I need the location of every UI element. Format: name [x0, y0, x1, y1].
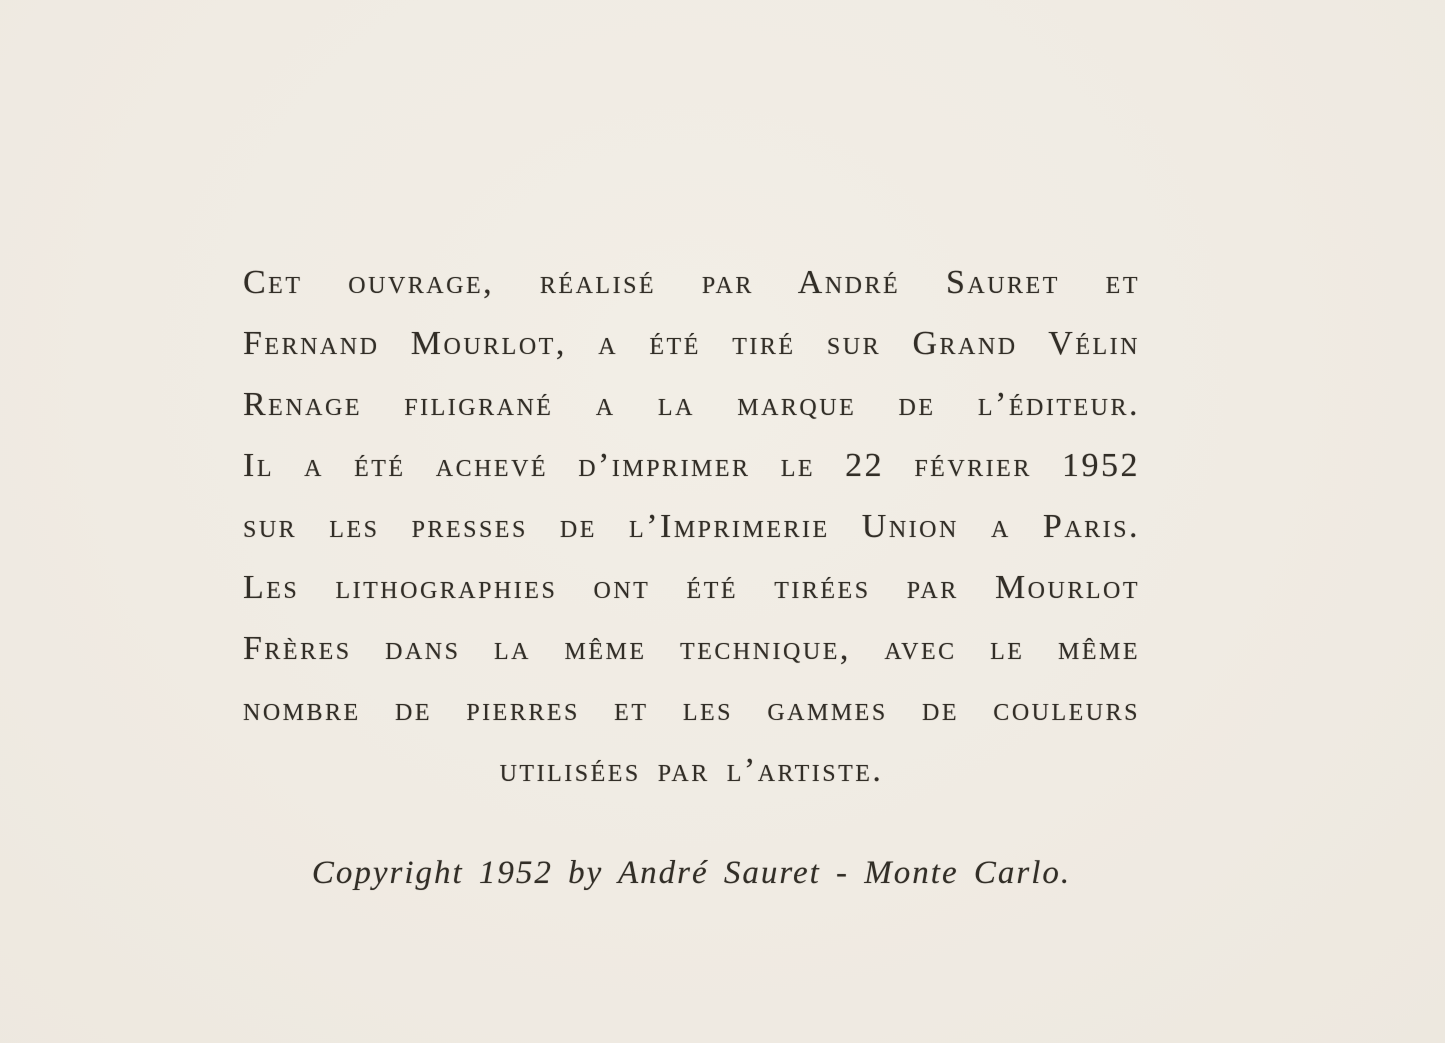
colophon-line-8: nombre de pierres et les gammes de couleurs	[243, 691, 1140, 728]
colophon-line-4: Il a été achevé d’imprimer le 22 février 1952	[243, 447, 1140, 484]
colophon-line-1: Cet ouvrage, réalisé par André Sauret et	[243, 264, 1140, 301]
copyright-line: Copyright 1952 by André Sauret - Monte Carlo.	[311, 855, 1072, 891]
colophon-line-3: Renage filigrané a la marque de l’éditeur.	[243, 386, 1140, 423]
colophon-line-2: Fernand Mourlot, a été tiré sur Grand Vélin	[243, 325, 1140, 362]
colophon-line-6: Les lithographies ont été tirées par Mourlot	[243, 569, 1140, 606]
colophon-line-9: utilisées par l’artiste.	[499, 752, 884, 789]
colophon-line-5: sur les presses de l’Imprimerie Union a Paris.	[243, 508, 1140, 545]
colophon-text-block	[243, 252, 1140, 904]
colophon-line-7: Frères dans la même technique, avec le même	[243, 630, 1140, 667]
